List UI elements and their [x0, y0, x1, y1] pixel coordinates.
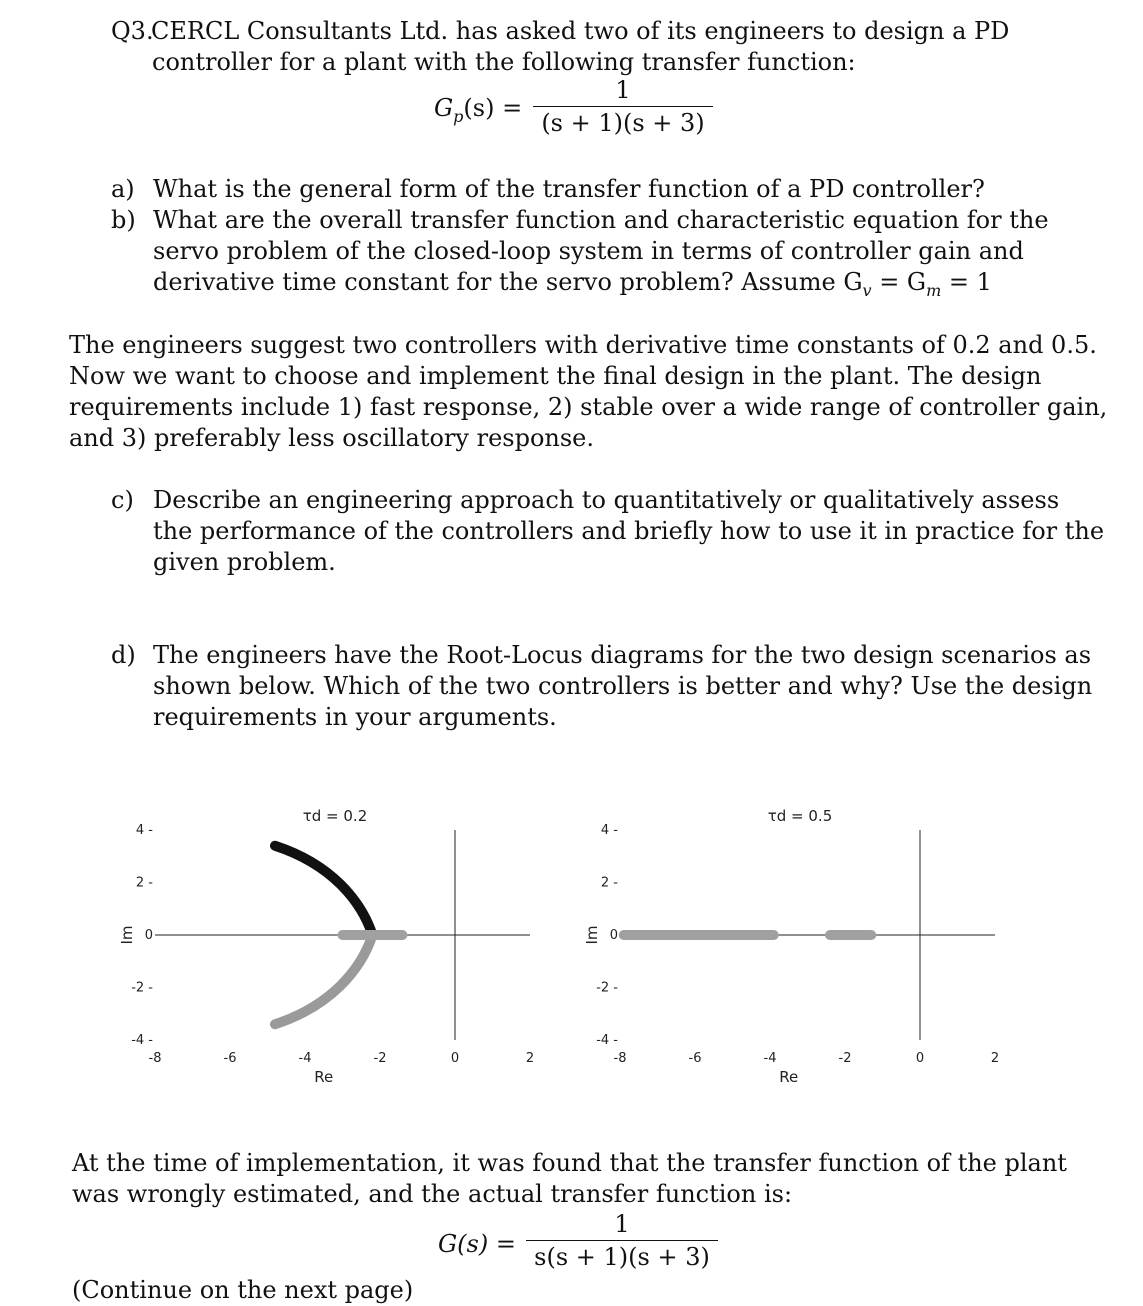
y-tick-label: 4 - [600, 823, 618, 838]
actual-tf-denominator: s(s + 1)(s + 3) [534, 1243, 710, 1271]
y-tick-label: -2 - [596, 980, 618, 996]
para-line-4: and 3) preferably less oscillatory response. [69, 424, 594, 452]
plot-title: τd = 0.5 [767, 807, 833, 825]
locus-branch [275, 846, 373, 935]
y-tick-label: 2 - [135, 875, 153, 891]
y-tick-label: 4 - [135, 823, 153, 838]
plot-title: τd = 0.2 [302, 807, 368, 825]
y-tick-label: -4 - [131, 1033, 153, 1048]
x-tick-label: 2 [990, 1051, 1000, 1066]
part-c-line-1: Describe an engineering approach to quantitatively or qualitatively assess [153, 486, 1060, 514]
intro-line-1: CERCL Consultants Ltd. has asked two of its engineers to design a PD [151, 17, 1010, 45]
closing-line-1: At the time of implementation, it was found that the transfer function of the plant [72, 1149, 1067, 1177]
y-axis-label: Im [583, 925, 601, 945]
question-number: Q3. [111, 17, 154, 45]
y-tick-label: -2 - [131, 980, 153, 996]
x-tick-label: 0 [915, 1051, 925, 1066]
plant-tf-denominator: (s + 1)(s + 3) [541, 109, 705, 137]
part-b-line-3: derivative time constant for the servo problem? Assume $G_v = G_m = 1$ [153, 268, 992, 300]
x-tick-label: -4 [298, 1051, 312, 1066]
plant-tf-lhs: $G_p(s)$ = [434, 94, 523, 126]
locus-branch [275, 935, 373, 1024]
x-tick-label: -4 [763, 1051, 777, 1066]
para-line-3: requirements include 1) fast response, 2) stable over a wide range of controller gain, [69, 393, 1108, 421]
x-tick-label: -8 [613, 1051, 627, 1066]
x-tick-label: -2 [838, 1051, 852, 1066]
part-b-line-2: servo problem of the closed-loop system in terms of controller gain and [153, 237, 1024, 265]
y-tick-label: 0 [609, 928, 618, 943]
x-tick-label: -2 [373, 1051, 387, 1066]
x-tick-label: 0 [450, 1051, 460, 1066]
footer-continue: (Continue on the next page) [72, 1276, 414, 1304]
y-tick-label: 2 - [600, 875, 618, 891]
part-b-label: b) [111, 206, 136, 234]
actual-tf-numerator: 1 [614, 1210, 630, 1238]
part-d-line-2: shown below. Which of the two controllers is better and why? Use the design [153, 672, 1093, 700]
part-c-line-3: given problem. [153, 548, 336, 576]
x-axis-label: Re [779, 1068, 799, 1086]
part-b-line-1: What are the overall transfer function and characteristic equation for the [153, 206, 1049, 234]
part-c-label: c) [111, 486, 134, 514]
part-d-line-3: requirements in your arguments. [153, 703, 557, 731]
closing-line-2: was wrongly estimated, and the actual transfer function is: [72, 1180, 793, 1208]
para-line-2: Now we want to choose and implement the final design in the plant. The design [69, 362, 1042, 390]
plant-tf-numerator: 1 [615, 76, 631, 104]
x-tick-label: 2 [525, 1051, 535, 1066]
part-c-line-2: the performance of the controllers and briefly how to use it in practice for the [153, 517, 1105, 545]
x-axis-label: Re [314, 1068, 334, 1086]
x-tick-label: -8 [148, 1051, 162, 1066]
part-d-line-1: The engineers have the Root-Locus diagrams for the two design scenarios as [153, 641, 1092, 669]
x-tick-label: -6 [688, 1051, 702, 1066]
intro-line-2: controller for a plant with the following transfer function: [152, 48, 856, 76]
root-locus-plot-td-0-5 [570, 795, 1010, 1095]
y-axis-label: Im [118, 925, 136, 945]
x-tick-label: -6 [223, 1051, 237, 1066]
actual-tf-lhs: G(s) = [438, 1230, 516, 1258]
part-d-label: d) [111, 641, 136, 669]
actual-tf-fraction [526, 1210, 718, 1271]
part-a-label: a) [111, 175, 135, 203]
plant-tf-fraction [533, 76, 713, 137]
root-locus-plot-td-0-2 [105, 795, 545, 1095]
part-a-text: What is the general form of the transfer function of a PD controller? [153, 175, 985, 203]
y-tick-label: -4 - [596, 1033, 618, 1048]
para-line-1: The engineers suggest two controllers with derivative time constants of 0.2 and 0.5. [69, 331, 1097, 359]
y-tick-label: 0 [144, 928, 153, 943]
